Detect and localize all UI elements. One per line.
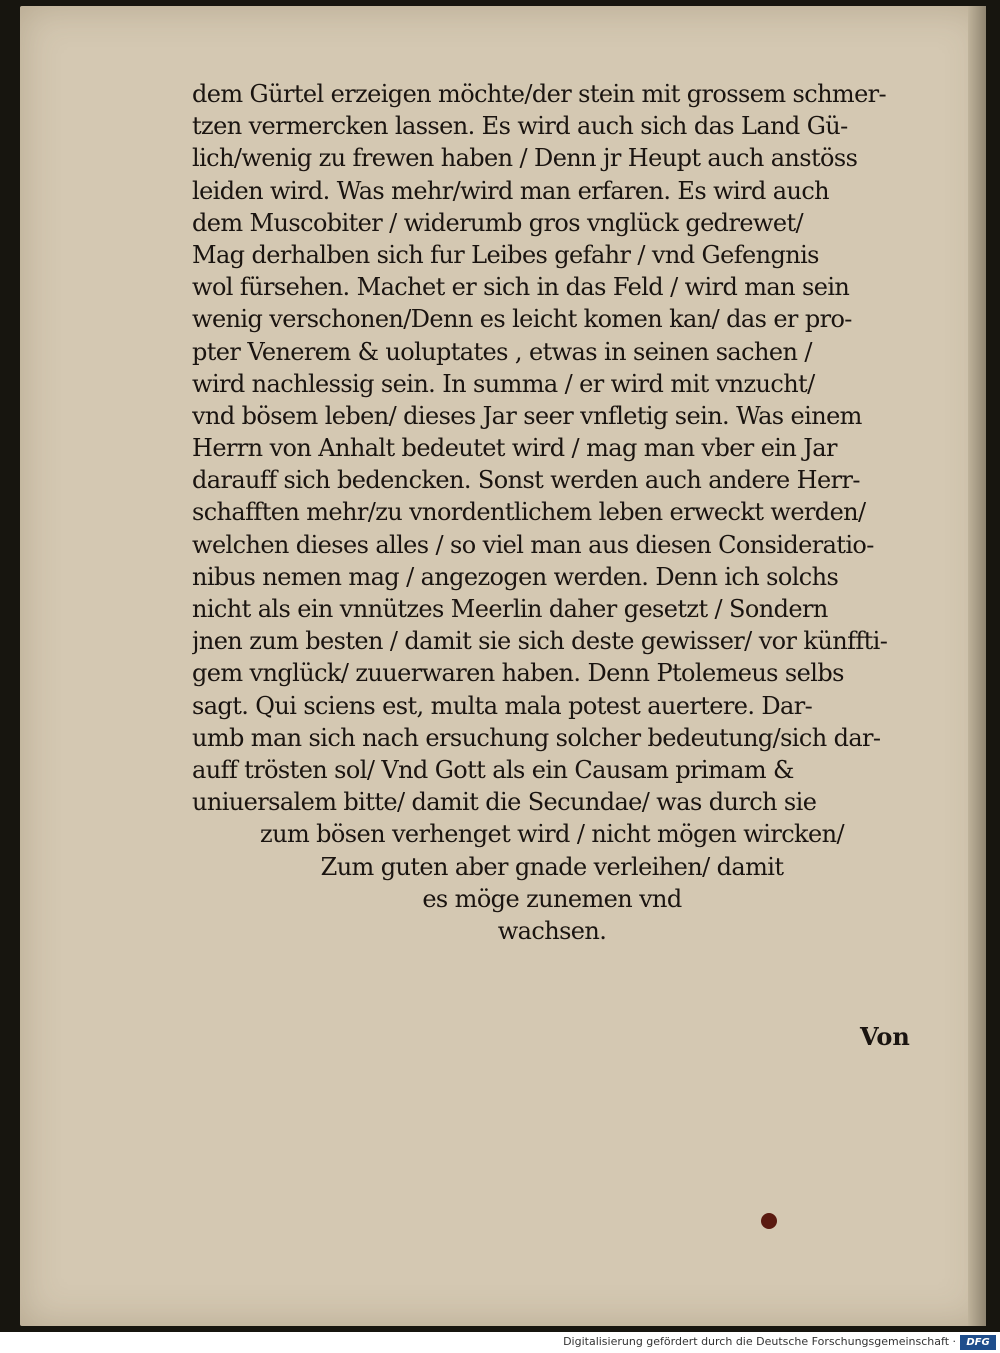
text-line: wenig verschonen/Denn es leicht komen kan/ das er pro- (192, 305, 852, 334)
text-line: gem vnglück/ zuuerwaren haben. Denn Ptolemeus selbs (192, 659, 844, 688)
text-line: Mag derhalben sich fur Leibes gefahr / vnd Gefengnis (192, 240, 819, 269)
text-line: jnen zum besten / damit sie sich deste gewisser/ vor künffti- (192, 627, 888, 656)
text-line: welchen dieses alles / so viel man aus diesen Consideratio- (192, 530, 874, 559)
body-text (192, 78, 912, 947)
text-line: Zum guten aber gnade verleihen/ damit (320, 852, 784, 881)
catchword: Von (860, 1022, 910, 1051)
text-line: pter Venerem & uoluptates , etwas in seinen sachen / (192, 337, 812, 366)
page-edge (968, 6, 986, 1326)
text-line: lich/wenig zu frewen haben / Denn jr Heupt auch anstöss (192, 144, 858, 173)
text-line: uniuersalem bitte/ damit die Secundae/ was durch sie (192, 788, 817, 817)
ink-spot (761, 1213, 777, 1229)
text-line: dem Gürtel erzeigen möchte/der stein mit grossem schmer- (192, 80, 887, 108)
text-line: Herrn von Anhalt bedeutet wird / mag man vber ein Jar (192, 434, 837, 463)
text-line: wachsen. (497, 916, 607, 945)
footer-bar (0, 1332, 1000, 1353)
text-line: auff trösten sol/ Vnd Gott als ein Causam primam & (192, 755, 794, 784)
text-line: nicht als ein vnnützes Meerlin daher gesetzt / Sondern (192, 595, 828, 623)
funding-credit: Digitalisierung gefördert durch die Deutsche Forschungsgemeinschaft · (563, 1335, 956, 1348)
text-line: nibus nemen mag / angezogen werden. Denn ich solchs (192, 562, 839, 591)
text-line: zum bösen verhenget wird / nicht mögen wircken/ (260, 820, 844, 849)
text-line: vnd bösem leben/ dieses Jar seer vnfletig sein. Was einem (192, 401, 862, 430)
text-line: wol fürsehen. Machet er sich in das Feld / wird man sein (192, 273, 850, 302)
text-line: tzen vermercken lassen. Es wird auch sich das Land Gü- (192, 112, 848, 141)
text-line: leiden wird. Was mehr/wird man erfaren. Es wird auch (192, 176, 830, 205)
text-line: wird nachlessig sein. In summa / er wird mit vnzucht/ (192, 369, 815, 398)
dfg-logo: DFG (960, 1335, 996, 1350)
text-line: dem Muscobiter / widerumb gros vnglück gedrewet/ (192, 208, 803, 237)
text-line: umb man sich nach ersuchung solcher bedeutung/sich dar- (192, 723, 881, 752)
text-line: sagt. Qui sciens est, multa mala potest auertere. Dar- (192, 691, 813, 720)
text-line: schafften mehr/zu vnordentlichem leben erweckt werden/ (192, 498, 866, 527)
text-line: darauff sich bedencken. Sonst werden auch andere Herr- (192, 466, 860, 495)
text-line: es möge zunemen vnd (422, 884, 682, 913)
